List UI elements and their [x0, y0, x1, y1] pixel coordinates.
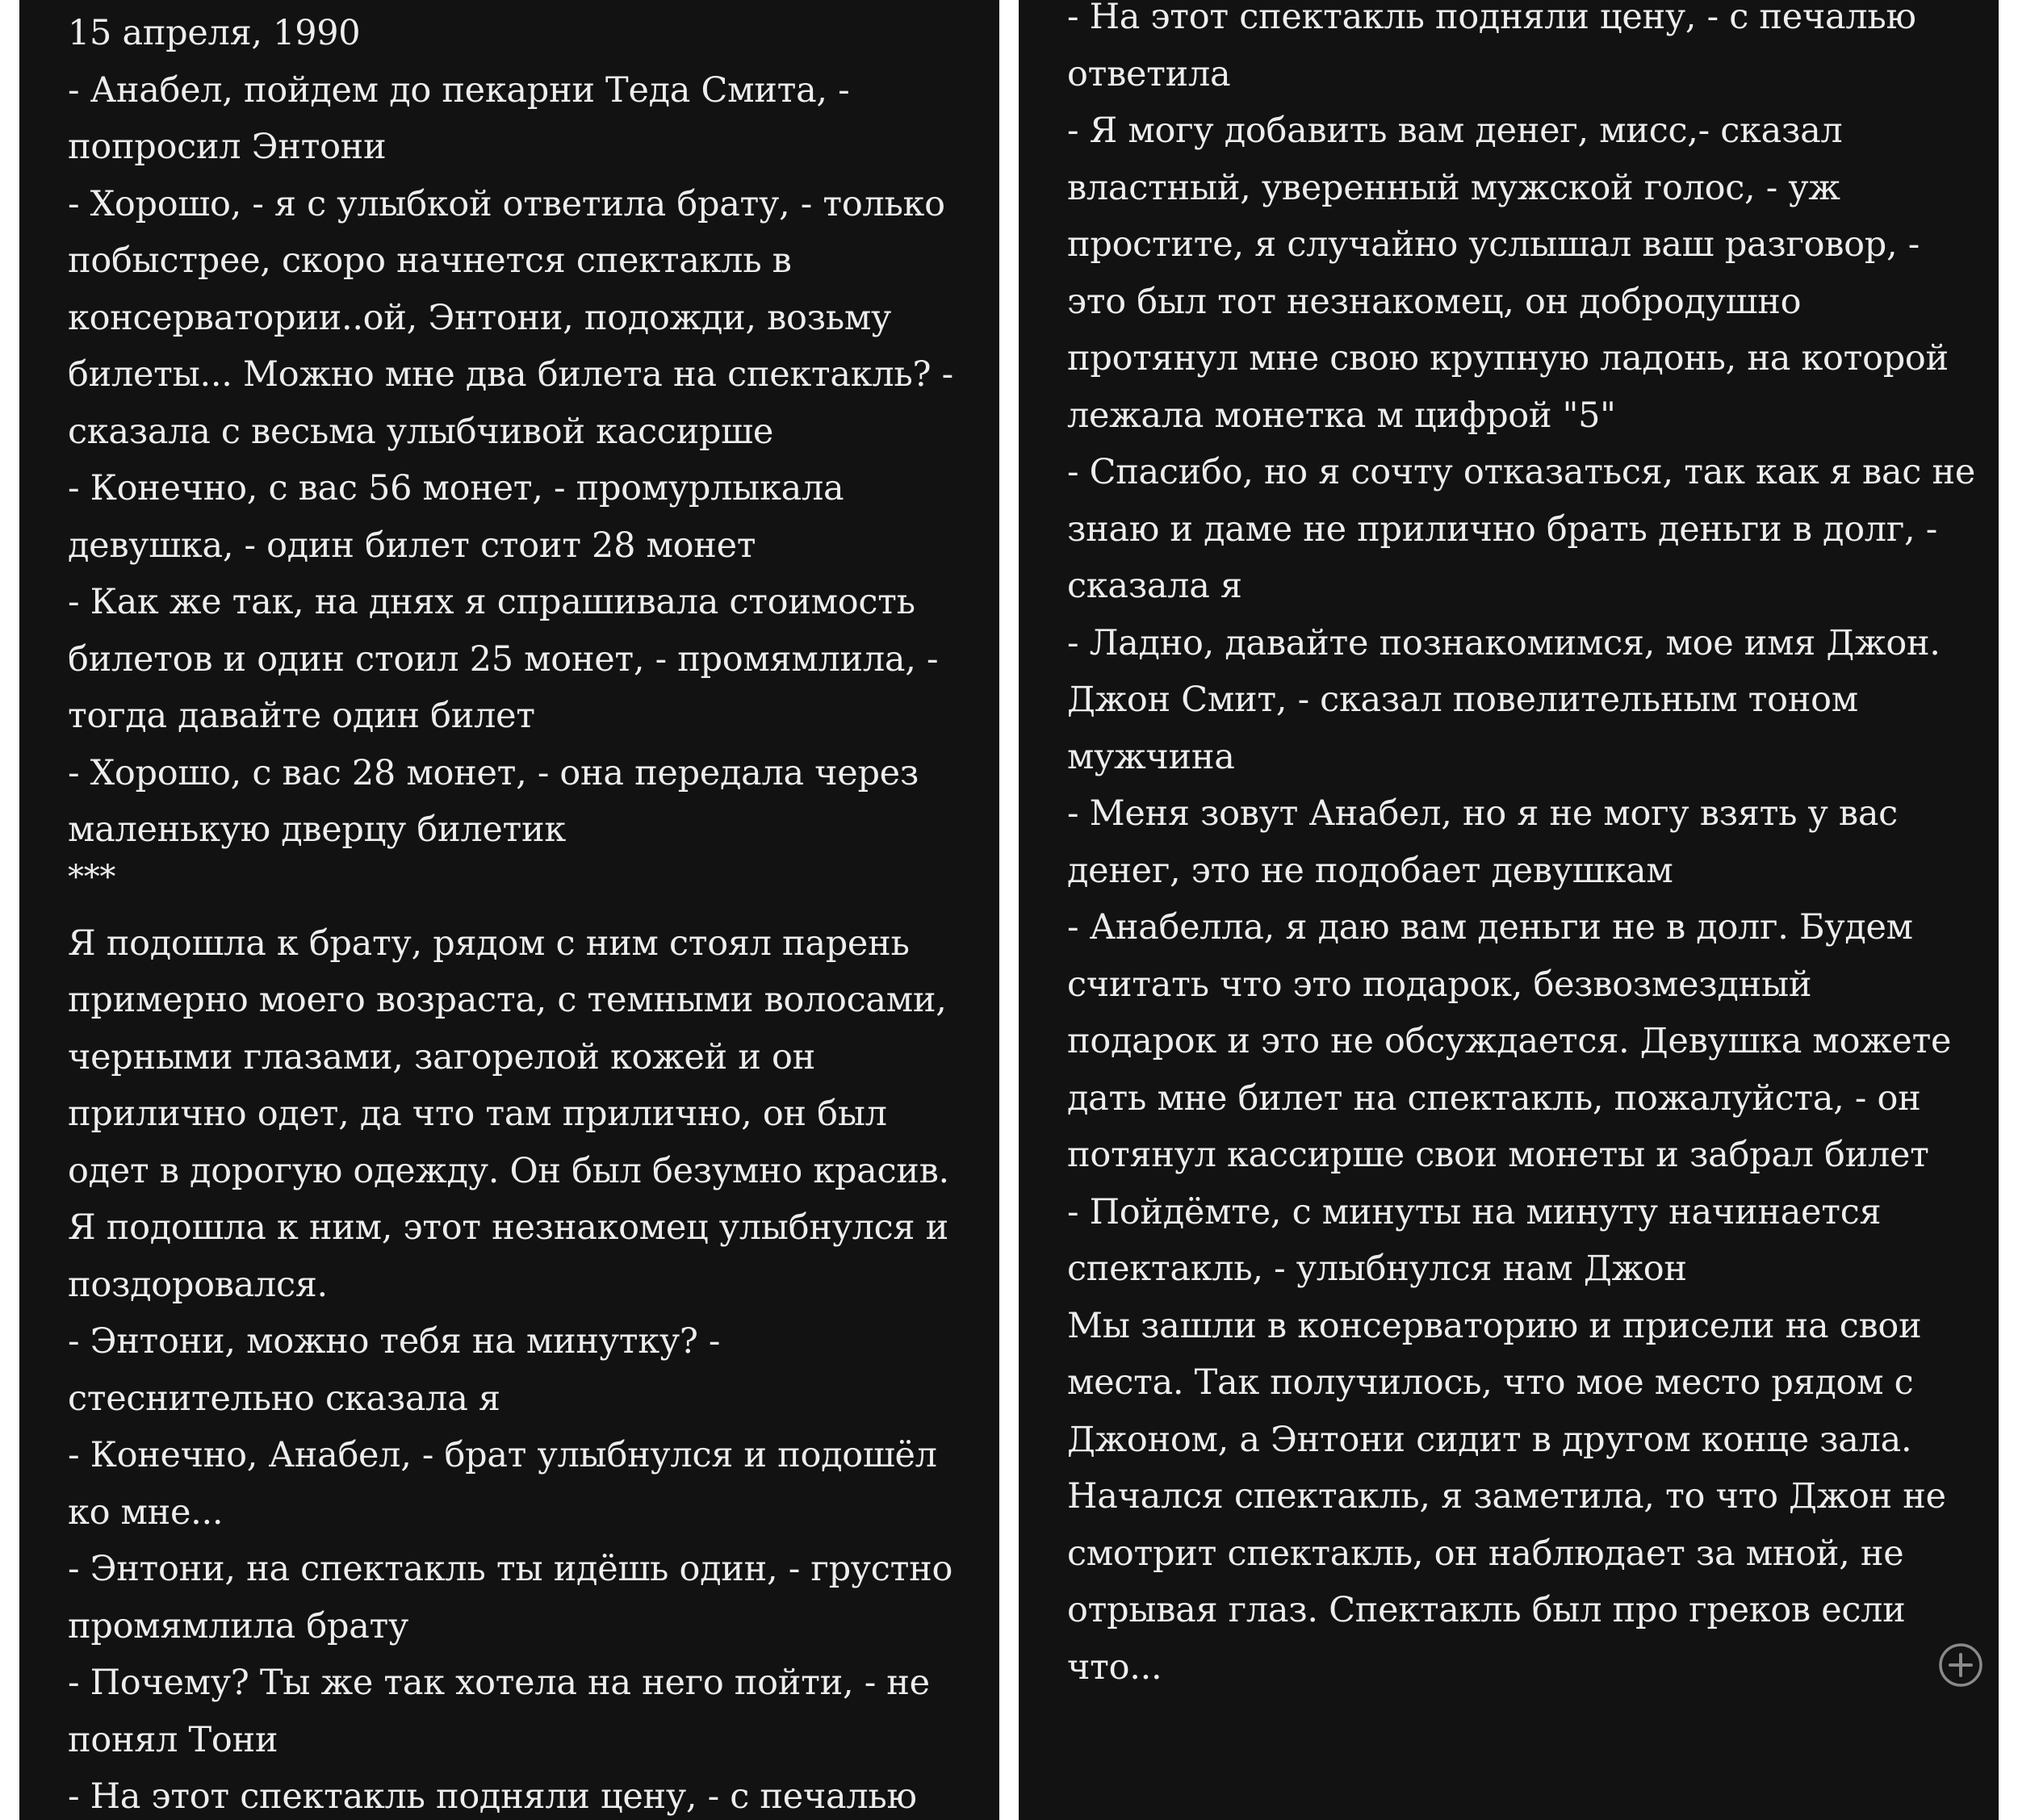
text-line: черными глазами, загорелой кожей и он: [68, 1036, 815, 1077]
left-text-body: [68, 5, 975, 1820]
text-line: побыстрее, скоро начнется спектакль в: [68, 241, 792, 281]
text-line: властный, уверенный мужской голос, - уж: [1067, 167, 1840, 208]
text-line: - Пойдёмте, с минуты на минуту начинается: [1067, 1191, 1882, 1232]
text-line: Я подошла к ним, этот незнакомец улыбнулся и: [68, 1207, 948, 1248]
text-line: - Хорошо, - я с улыбкой ответила брату, - только: [68, 183, 945, 224]
text-line: билетов и один стоил 25 монет, - промямлила, -: [68, 638, 939, 680]
text-line: - На этот спектакль подняли цену, - с печалью: [68, 1776, 917, 1817]
text-line: простите, я случайно услышал ваш разговор, -: [1067, 224, 1920, 265]
scene-separator: ***: [68, 858, 116, 896]
text-line: дать мне билет на спектакль, пожалуйста, - он: [1067, 1077, 1921, 1119]
text-line: прилично одет, да что там прилично, он был: [68, 1094, 887, 1134]
text-line: места. Так получилось, что мое место рядом с: [1067, 1362, 1914, 1403]
plus-circle-icon: [1938, 1642, 1983, 1688]
text-line: смотрит спектакль, он наблюдает за мной, не: [1067, 1533, 1904, 1574]
text-line: - Я могу добавить вам денег, мисс,- сказал: [1067, 111, 1843, 151]
text-line: консерватории..ой, Энтони, подожди, возьму: [68, 297, 892, 338]
text-line: билеты... Можно мне два билета на спектакль? -: [68, 354, 953, 395]
text-line: Я подошла к брату, рядом с ним стоял парень: [68, 923, 910, 964]
add-button[interactable]: [1938, 1642, 1983, 1688]
text-line: маленькую дверцу билетик: [68, 810, 566, 850]
text-line: - Как же так, на днях я спрашивала стоимость: [68, 582, 915, 622]
story-date: 15 апреля, 1990: [68, 13, 361, 53]
text-line: - Ладно, давайте познакомимся, мое имя Джон.: [1067, 622, 1941, 663]
text-line: - Конечно, с вас 56 монет, - промурлыкала: [68, 468, 844, 508]
text-line: что...: [1067, 1646, 1162, 1688]
text-line: Начался спектакль, я заметила, то что Джон не: [1067, 1476, 1946, 1517]
text-line: - Анабел, пойдем до пекарни Теда Смита, -: [68, 69, 850, 111]
text-line: денег, это не подобает девушкам: [1067, 850, 1673, 891]
text-line: девушка, - один билет стоит 28 монет: [68, 525, 756, 566]
text-line: стеснительно сказала я: [68, 1378, 500, 1419]
text-line: потянул кассирше свои монеты и забрал билет: [1067, 1135, 1929, 1175]
text-line: - Конечно, Анабел, - брат улыбнулся и подошёл: [68, 1435, 937, 1475]
text-line: Мы зашли в консерваторию и присели на свои: [1067, 1305, 1922, 1346]
text-line: поздоровался.: [68, 1264, 328, 1305]
right-text-panel: [1019, 0, 1999, 1820]
text-line: - Энтони, можно тебя на минутку? -: [68, 1321, 721, 1362]
text-line: сказала с весьма улыбчивой кассирше: [68, 411, 773, 452]
text-line: ко мне...: [68, 1492, 224, 1533]
text-line: - Хорошо, с вас 28 монет, - она передала через: [68, 752, 919, 793]
text-line: примерно моего возраста, с темными волосами,: [68, 980, 947, 1020]
text-line: считать что это подарок, безвозмездный: [1067, 964, 1812, 1005]
text-line: - Почему? Ты же так хотела на него пойти, - не: [68, 1663, 930, 1703]
text-line: - Спасибо, но я сочту отказаться, так как я вас не: [1067, 452, 1975, 492]
left-text-panel: [19, 0, 999, 1820]
text-line: сказала я: [1067, 566, 1242, 606]
text-line: Джон Смит, - сказал повелительным тоном: [1067, 680, 1858, 720]
text-line: подарок и это не обсуждается. Девушка можете: [1067, 1021, 1952, 1061]
text-line: понял Тони: [68, 1719, 278, 1760]
text-line: знаю и даме не прилично брать деньги в долг, -: [1067, 508, 1938, 550]
text-line: - Анабелла, я даю вам деньги не в долг. Будем: [1067, 907, 1913, 948]
text-line: спектакль, - улыбнулся нам Джон: [1067, 1249, 1687, 1289]
text-line: мужчина: [1067, 736, 1235, 777]
text-line: одет в дорогую одежду. Он был безумно красив.: [68, 1150, 949, 1191]
text-line: - Меня зовут Анабел, но я не могу взять у вас: [1067, 793, 1898, 834]
text-line: отрывая глаз. Спектакль был про греков если: [1067, 1590, 1906, 1630]
text-line: ответила: [1067, 53, 1231, 94]
text-line: Джоном, а Энтони сидит в другом конце зала.: [1067, 1419, 1912, 1460]
text-line: лежала монетка м цифрой "5": [1067, 395, 1616, 436]
text-line: попросил Энтони: [68, 127, 387, 167]
text-line: это был тот незнакомец, он добродушно: [1067, 281, 1802, 322]
text-line: - На этот спектакль подняли цену, - с печалью: [1067, 0, 1916, 37]
text-line: тогда давайте один билет: [68, 696, 535, 736]
text-line: - Энтони, на спектакль ты идёшь один, - грустно: [68, 1549, 953, 1589]
text-line: промямлила брату: [68, 1605, 409, 1646]
text-line: протянул мне свою крупную ладонь, на которой: [1067, 338, 1949, 379]
right-text-body: [1067, 0, 1982, 1696]
